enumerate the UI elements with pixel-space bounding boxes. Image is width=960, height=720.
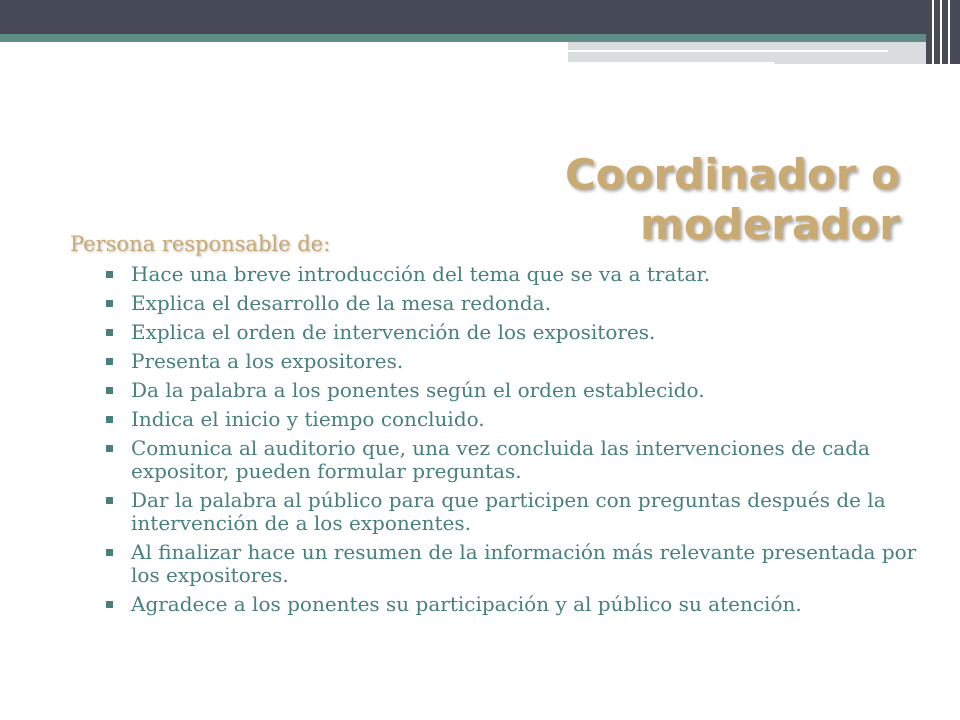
list-item: Da la palabra a los ponentes según el orden establecido. bbox=[106, 379, 930, 402]
bullet-list bbox=[70, 263, 930, 616]
header-corner-lines bbox=[926, 0, 960, 64]
list-item: Agradece a los ponentes su participación y al público su atención. bbox=[106, 593, 930, 616]
square-bullet-icon bbox=[106, 445, 113, 452]
list-item: Explica el orden de intervención de los expositores. bbox=[106, 321, 930, 344]
list-item: Indica el inicio y tiempo concluido. bbox=[106, 408, 930, 431]
square-bullet-icon bbox=[106, 358, 113, 365]
list-item: Presenta a los expositores. bbox=[106, 350, 930, 373]
square-bullet-icon bbox=[106, 387, 113, 394]
slide-content bbox=[70, 232, 930, 622]
square-bullet-icon bbox=[106, 271, 113, 278]
header-band-white bbox=[0, 42, 568, 64]
square-bullet-icon bbox=[106, 300, 113, 307]
square-bullet-icon bbox=[106, 497, 113, 504]
list-item: Al finalizar hace un resumen de la información más relevante presentada por los expositores. bbox=[106, 541, 930, 587]
list-item: Hace una breve introducción del tema que se va a tratar. bbox=[106, 263, 930, 286]
header-band-dark bbox=[0, 0, 960, 34]
list-item: Comunica al auditorio que, una vez concluida las intervenciones de cada expositor, pueden formular preguntas. bbox=[106, 437, 930, 483]
header-accent-line bbox=[568, 50, 888, 52]
content-heading: Persona responsable de: bbox=[70, 232, 331, 256]
list-item: Explica el desarrollo de la mesa redonda. bbox=[106, 292, 930, 315]
header-accent-line-short bbox=[568, 62, 774, 64]
header-band-teal bbox=[0, 34, 960, 42]
square-bullet-icon bbox=[106, 601, 113, 608]
slide-title: Coordinador o moderador bbox=[564, 150, 900, 250]
square-bullet-icon bbox=[106, 416, 113, 423]
list-item: Dar la palabra al público para que participen con preguntas después de la intervención de a los exponentes. bbox=[106, 489, 930, 535]
square-bullet-icon bbox=[106, 329, 113, 336]
square-bullet-icon bbox=[106, 549, 113, 556]
